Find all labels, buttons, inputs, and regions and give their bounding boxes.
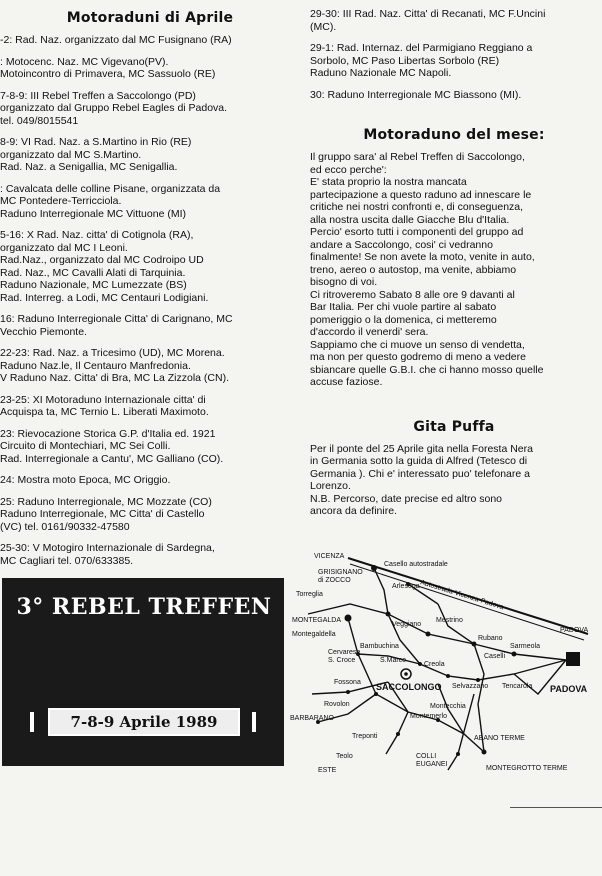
- map-label: Autostrada Vicenza-Padova: [419, 579, 505, 612]
- event-entry: : Cavalcata delle colline Pisane, organizzata da MC Pontedere-Terricciola. Raduno Interregionale MC Vittuone (MI): [0, 182, 221, 220]
- map-label: MONTEGALDA: [292, 617, 342, 624]
- event-entry: 8-9: VI Rad. Naz. a S.Martino in Rio (RE) organizzato dal MC S.Martino. Rad. Naz. a Senigallia, MC Senigallia.: [0, 136, 192, 173]
- event-entry: 29-30: III Rad. Naz. Citta' di Recanati, MC F.Uncini (MC).: [310, 8, 546, 33]
- map-label: Montegaldella: [292, 631, 336, 638]
- map-label: Montemerlo: [410, 713, 447, 720]
- gita-puffa-heading: Gita Puffa: [413, 418, 495, 435]
- map-label: BARBARANO: [290, 715, 334, 722]
- motoraduno-mese-heading: Motoraduno del mese:: [363, 127, 545, 143]
- map-label: Veggiano: [392, 621, 422, 628]
- map-label: Montecchia: [430, 703, 466, 710]
- map-label: Fossona: [334, 679, 361, 686]
- map-label: Rubano: [478, 635, 503, 642]
- banner-bar-left: [30, 712, 34, 732]
- map-label: Torreglia: [296, 591, 323, 598]
- event-entry: 24: Mostra moto Epoca, MC Origgio.: [0, 474, 171, 486]
- map-label: S.Marco: [380, 657, 407, 664]
- event-entry: 23-25: XI Motoraduno Internazionale citta' di Acquispa ta, MC Ternio L. Liberati Maximoto.: [0, 393, 209, 418]
- map-label: VICENZA: [314, 553, 345, 560]
- map-label: PADOVA: [560, 627, 589, 634]
- event-entry: 23: Rievocazione Storica G.P. d'Italia ed. 1921 Circuito di Montechiari, MC Sei Colli. Rad. Interregionale a Cantu', MC Galliano (CO).: [0, 427, 224, 465]
- map-label: Caselli: [484, 653, 506, 660]
- map-label: Casello autostradale: [384, 561, 448, 568]
- event-entry: 22-23: Rad. Naz. a Tricesimo (UD), MC Morena. Raduno Naz.le, Il Centauro Manfredonia. V Raduno Naz. Citta' di Bra, MC La Zizzola (CN).: [0, 347, 229, 384]
- map-labels: [290, 553, 588, 774]
- map-label: Selvazzano: [452, 683, 489, 690]
- map-label: ABANO TERME: [474, 735, 525, 742]
- map-label: Mestrino: [436, 617, 463, 624]
- banner-title: 3° REBEL TREFFEN: [16, 594, 272, 620]
- event-entry: 5-16: X Rad. Naz. citta' di Cotignola (RA), organizzato dal MC I Leoni. Rad.Naz., organizzato dal MC Codroipo UD Rad. Naz., MC Cavalli Alati di Tarquinia. Raduno Nazionale, MC Lumezzate (BS) Rad. Interreg. a Lodi, MC Centauri Lodigiani.: [0, 229, 209, 304]
- map-label: Creola: [424, 661, 445, 668]
- aprile-heading: Motoraduni di Aprile: [66, 10, 234, 26]
- banner-bar-right: [252, 712, 256, 732]
- map-label: Bambuchina: [360, 643, 399, 650]
- map-label: MONTEGROTTO TERME: [486, 765, 568, 772]
- route-map: [288, 544, 600, 776]
- map-label-padova: PADOVA: [550, 684, 588, 694]
- motoraduno-mese-text: Il gruppo sara' al Rebel Treffen di Saccolongo, ed ecco perche': E' stata proprio la nostra mancata partecipazione a questo raduno ad innescare le critiche nei nostri confronti e, di conseguenza, alla nostra uscita dalle Giacche Blu d'Italia. Percio' esorto tutti i componenti del gruppo ad andare a Saccolongo, cosi' ci vedranno finalmente! Se non avete la moto, venite in auto, treno, aereo o autostop, ma venite, abbiamo bisogno di voi. Ci ritroveremo Sabato 8 alle ore 9 davanti al Bar Italia. Per chi vuole partire al sabato pomeriggio o la domenica, ci metteremo d'accordo il venerdi' sera. Sappiamo che ci muove un senso di vendetta, ma non per questo godremo di meno a vedere sbiancare quelle G.B.I. che ci hanno mosso quelle accuse faziose.: [310, 151, 544, 388]
- event-entry: : Motocenc. Naz. MC Vigevano(PV). Motoincontro di Primavera, MC Sassuolo (RE): [0, 55, 216, 80]
- map-label: GRISIGNANO di ZOCCO: [318, 569, 363, 584]
- map-label-saccolongo: SACCOLONGO: [376, 682, 442, 692]
- event-entry: 25-30: V Motogiro Internazionale di Sardegna, MC Cagliari tel. 070/633385.: [0, 542, 215, 567]
- map-label: Rovolon: [324, 701, 350, 708]
- gita-puffa-text: Per il ponte del 25 Aprile gita nella Foresta Nera in Germania sotto la guida di Alfred (Tetesco di Germania ). Chi e' interessato puo' telefonare a Lorenzo. N.B. Percorso, date precise ed altro sono ancora da definire.: [310, 442, 533, 517]
- event-entry: 16: Raduno Interregionale Citta' di Carignano, MC Vecchio Piemonte.: [0, 313, 233, 338]
- event-entry: -2: Rad. Naz. organizzato dal MC Fusignano (RA): [0, 34, 232, 46]
- map-label: Sarmeola: [510, 643, 540, 650]
- left-column: [0, 8, 300, 576]
- map-label: COLLI EUGANEI: [416, 753, 448, 768]
- map-label: Arlesega: [392, 583, 420, 590]
- right-column: [310, 8, 598, 518]
- map-label: Tencarola: [502, 683, 533, 690]
- event-entry: 29-1: Rad. Internaz. del Parmigiano Reggiano a Sorbolo, MC Paso Libertas Sorbolo (RE) Raduno Nazionale MC Napoli.: [310, 42, 533, 79]
- map-label: Teolo: [336, 753, 353, 760]
- event-entry: 7-8-9: III Rebel Treffen a Saccolongo (PD) organizzato dal Gruppo Rebel Eagles di Padova. tel. 049/8015541: [0, 89, 228, 127]
- rebel-treffen-banner: [2, 578, 284, 766]
- map-label: Treponti: [352, 733, 378, 740]
- divider-line: [510, 807, 602, 808]
- map-label: Cervarese S. Croce: [328, 649, 361, 664]
- banner-dates: 7-8-9 Aprile 1989: [48, 708, 240, 736]
- event-entry: 30: Raduno Interregionale MC Biassono (MI).: [310, 88, 522, 101]
- map-label: ESTE: [318, 767, 337, 774]
- event-entry: 25: Raduno Interregionale, MC Mozzate (CO) Raduno Interregionale, MC Citta' di Castello (VC) tel. 0161/90332-47580: [0, 495, 212, 533]
